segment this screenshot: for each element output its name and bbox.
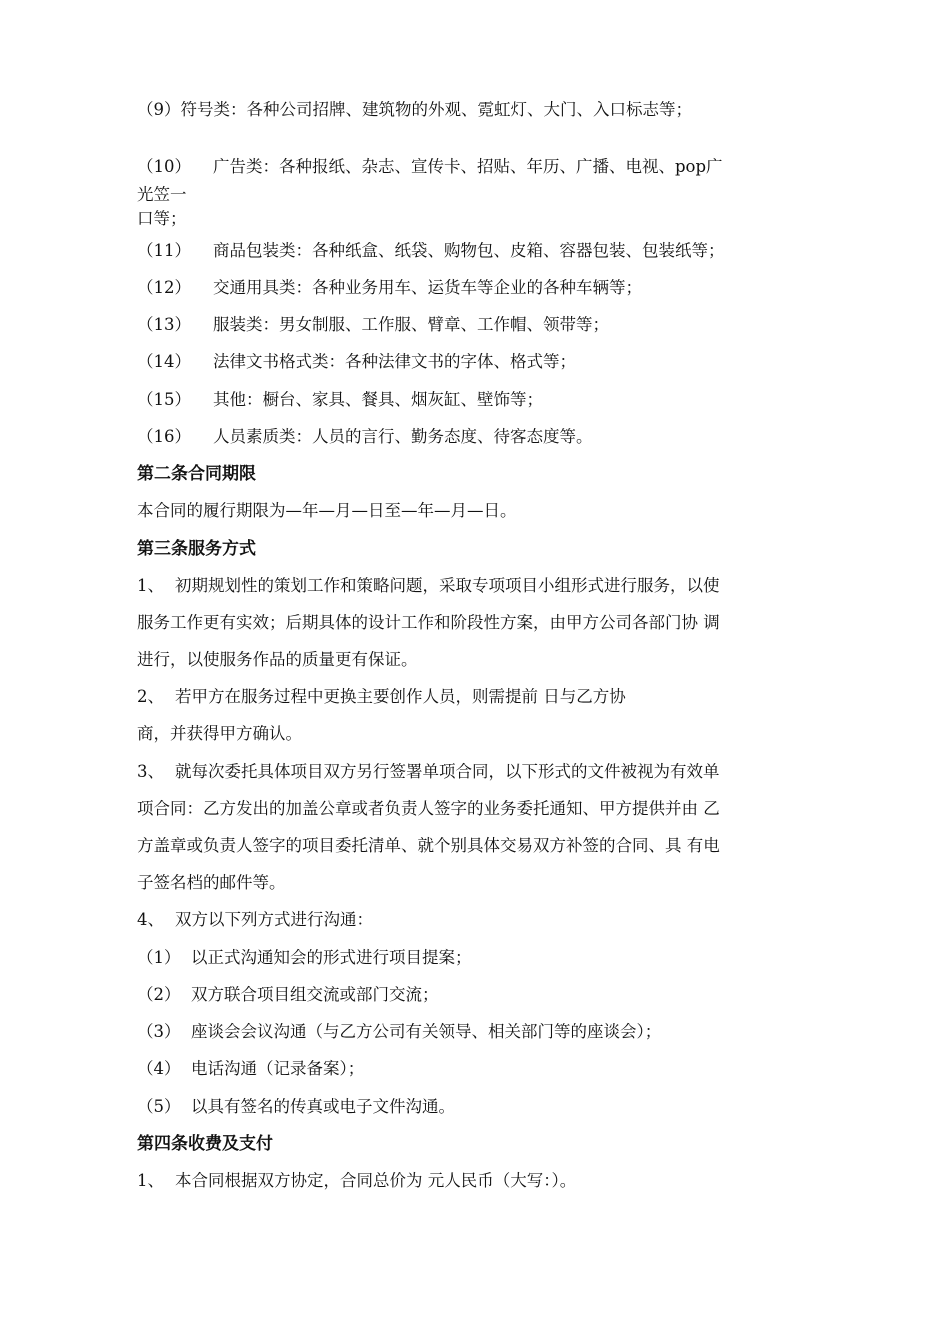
item-number: （5） [137, 1097, 181, 1116]
item-text: 电话沟通（记录备案）； [191, 1059, 365, 1078]
list-item-15 [137, 389, 837, 411]
clause-text: 初期规划性的策划工作和策略问题，采取专项项目小组形式进行服务，以使 [175, 576, 720, 595]
clause-3-line: 方盖章或负责人签字的项目委托清单、就个别具体交易双方补签的合同、具 有电 [137, 836, 720, 855]
communication-item-4 [137, 1058, 837, 1080]
item-number: （12） [137, 278, 191, 297]
item-number: （16） [137, 427, 191, 446]
item-number: （11） [137, 241, 191, 260]
item-text: 商品包装类：各种纸盒、纸袋、购物包、皮箱、容器包装、包装纸等； [213, 241, 725, 260]
item-number: （2） [137, 985, 181, 1004]
item-number: （3） [137, 1022, 181, 1041]
list-item-11 [137, 240, 837, 262]
list-item-9: （9）符号类：各种公司招牌、建筑物的外观、霓虹灯、大门、入口标志等； [137, 100, 692, 119]
clause-text: 本合同根据双方协定，合同总价为 元人民币（大写：）。 [175, 1171, 577, 1190]
list-item-10 [137, 156, 837, 178]
list-item-14 [137, 351, 837, 373]
clause-number: 1、 [137, 576, 164, 595]
communication-item-1 [137, 947, 837, 969]
clause-number: 1、 [137, 1171, 164, 1190]
list-item-10-continuation: 光笠一 [137, 185, 187, 204]
item-text: 双方联合项目组交流或部门交流； [191, 985, 439, 1004]
item-text: 人员素质类：人员的言行、勤务态度、待客态度等。 [213, 427, 593, 446]
clause-text: 就每次委托具体项目双方另行签署单项合同，以下形式的文件被视为有效单 [175, 762, 720, 781]
clause-3-line [137, 761, 837, 783]
item-number: （14） [137, 352, 191, 371]
clause-1-line: 服务工作更有实效；后期具体的设计工作和阶段性方案，由甲方公司各部门协 调 [137, 613, 720, 632]
article-2-heading: 第二条合同期限 [137, 464, 256, 484]
clause-2-line [137, 686, 837, 708]
item-number: （15） [137, 390, 191, 409]
item-text: 其他：橱台、家具、餐具、烟灰缸、壁饰等； [213, 390, 543, 409]
item-number: （4） [137, 1059, 181, 1078]
clause-1-line: 进行，以使服务作品的质量更有保证。 [137, 650, 418, 669]
item-number: （13） [137, 315, 191, 334]
item-text: 交通用具类：各种业务用车、运货车等企业的各种车辆等； [213, 278, 642, 297]
clause-text: 双方以下列方式进行沟通： [175, 910, 373, 929]
item-text: 以具有签名的传真或电子文件沟通。 [191, 1097, 455, 1116]
clause-2-line: 商，并获得甲方确认。 [137, 724, 302, 743]
communication-item-5 [137, 1096, 837, 1118]
list-item-10-continuation: 口等； [137, 209, 187, 228]
list-item-12 [137, 277, 837, 299]
clause-4-line [137, 909, 837, 931]
item-number: （1） [137, 948, 181, 967]
clause-number: 2、 [137, 687, 164, 706]
clause-number: 4、 [137, 910, 164, 929]
article-4-clause-1 [137, 1170, 837, 1192]
article-2-text: 本合同的履行期限为—年—月—日至—年—月—日。 [137, 501, 517, 520]
item-number: （10） [137, 157, 191, 176]
list-item-13 [137, 314, 837, 336]
item-text: 服装类：男女制服、工作服、臂章、工作帽、领带等； [213, 315, 609, 334]
communication-item-2 [137, 984, 837, 1006]
list-item-16 [137, 426, 837, 448]
item-text: 广告类：各种报纸、杂志、宣传卡、招贴、年历、广播、电视、pop广 [213, 157, 723, 176]
item-text: 法律文书格式类：各种法律文书的字体、格式等； [213, 352, 576, 371]
item-text: 以正式沟通知会的形式进行项目提案； [191, 948, 472, 967]
clause-3-line: 项合同：乙方发出的加盖公章或者负责人签字的业务委托通知、甲方提供并由 乙 [137, 799, 720, 818]
article-3-heading: 第三条服务方式 [137, 539, 256, 559]
article-4-heading: 第四条收费及支付 [137, 1134, 273, 1154]
clause-number: 3、 [137, 762, 164, 781]
clause-3-line: 子签名档的邮件等。 [137, 873, 286, 892]
clause-1-line [137, 575, 837, 597]
communication-item-3 [137, 1021, 837, 1043]
item-text: 座谈会会议沟通（与乙方公司有关领导、相关部门等的座谈会）； [191, 1022, 662, 1041]
clause-text: 若甲方在服务过程中更换主要创作人员，则需提前 日与乙方协 [175, 687, 626, 706]
